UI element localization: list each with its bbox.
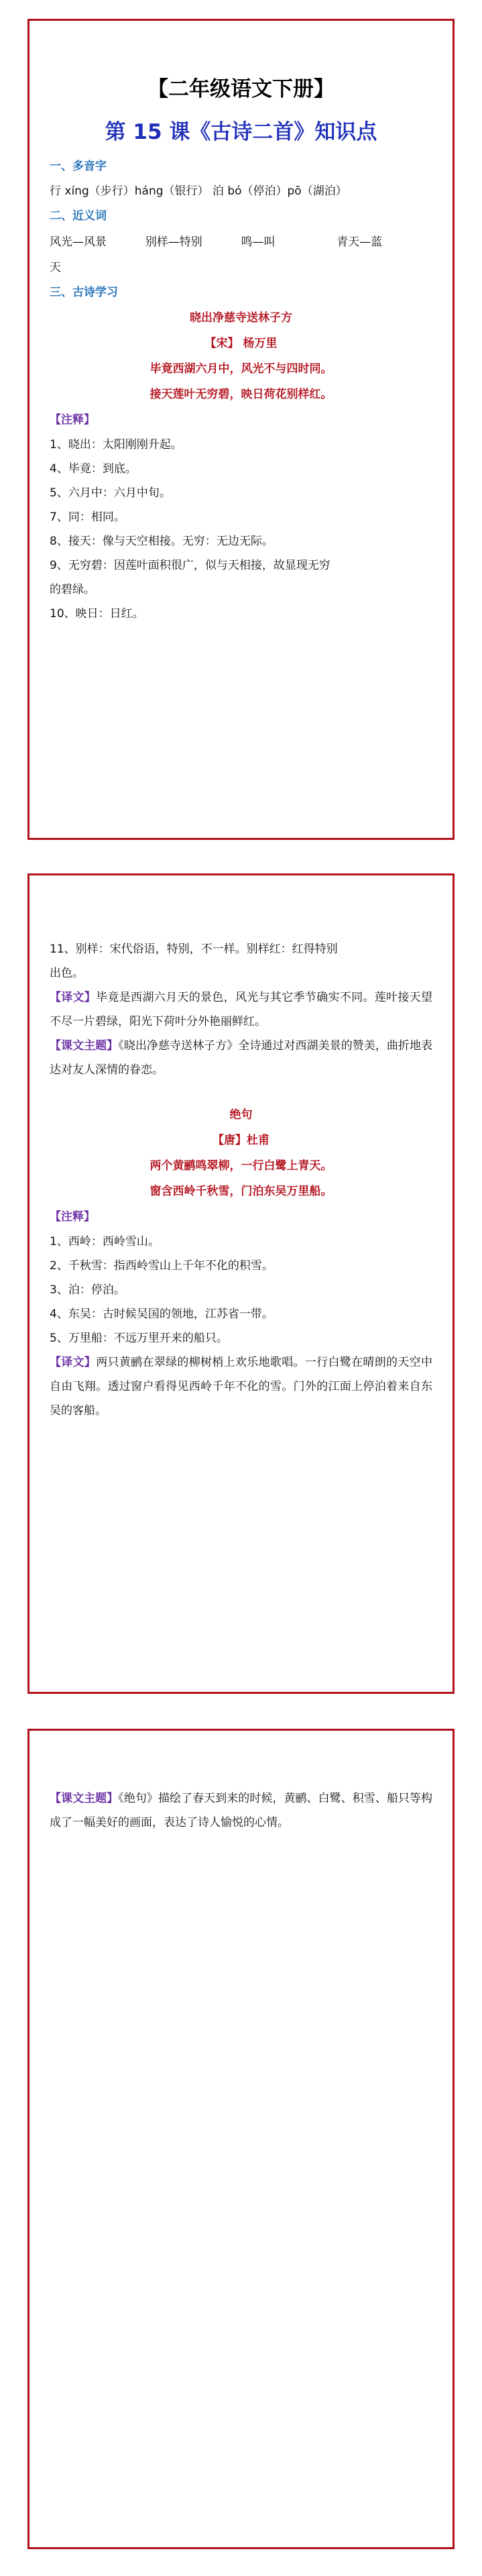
poem2-theme — [50, 1786, 432, 1835]
translation-tag: 【译文】 — [50, 1356, 97, 1369]
poem1-line: 接天莲叶无穷碧，映日荷花别样红。 — [149, 388, 333, 401]
poem1-note: 1、晓出：太阳刚刚升起。 — [50, 438, 182, 451]
poem1-note: 的碧绿。 — [50, 583, 95, 596]
poem1-translation — [50, 985, 432, 1034]
poem1-note: 出色。 — [50, 967, 84, 980]
poem2-note: 5、万里船：不远万里开来的船只。 — [50, 1332, 228, 1345]
translation-text: 两只黄鹂在翠绿的柳树梢上欢乐地歌唱。一行白鹭在晴朗的天空中自由飞翔。透过窗户看得见西岭千年不化的雪。门外的江面上停泊着来自东吴的客船。 — [50, 1356, 432, 1417]
synonym-pair: 别样—特别 — [145, 235, 202, 249]
theme-tag: 【课文主题】 — [50, 1792, 119, 1805]
poem1-note: 5、六月中：六月中旬。 — [50, 486, 171, 500]
page-2-content — [29, 875, 453, 1423]
translation-text: 毕竟是西湖六月天的景色，风光与其它季节确实不同。莲叶接天望不尽一片碧绿，阳光下荷叶分外艳丽鲜红。 — [50, 991, 432, 1028]
poem2-title: 绝句 — [229, 1108, 253, 1122]
lesson-title: 第 15 课《古诗二首》知识点 — [105, 120, 377, 144]
page-3 — [27, 1729, 455, 2549]
synonym-list — [50, 229, 432, 256]
poem1-note: 7、同：相同。 — [50, 511, 125, 524]
poem2-note: 3、泊：停泊。 — [50, 1283, 125, 1297]
poem2-notes-heading: 【注释】 — [50, 1210, 95, 1224]
poem1-line: 毕竟西湖六月中，风光不与四时同。 — [149, 362, 333, 376]
poem2-line: 两个黄鹂鸣翠柳，一行白鹭上青天。 — [149, 1159, 333, 1173]
section-heading-synonyms: 二、近义词 — [50, 209, 107, 223]
synonym-pair: 风光—风景 — [50, 235, 107, 249]
section-heading-poems: 三、古诗学习 — [50, 286, 118, 299]
theme-text: 《绝句》描绘了春天到来的时候，黄鹂、白鹭、积雪、船只等构成了一幅美好的画面，表达了诗人愉悦的心情。 — [50, 1792, 433, 1829]
section-heading-polyphones: 一、多音字 — [50, 160, 107, 173]
poem2-translation — [50, 1350, 432, 1423]
polyphone-text: 行 xíng（步行）háng（银行） 泊 bó（停泊）pō（湖泊） — [50, 184, 347, 198]
poem1-note: 4、毕竟：到底。 — [50, 462, 137, 476]
poem2-note: 4、东吴：古时候吴国的领地，江苏省一带。 — [50, 1307, 274, 1321]
main-title: 【二年级语文下册】 — [147, 77, 335, 101]
page-3-content — [29, 1731, 453, 1835]
page-2 — [27, 873, 455, 1694]
page-1 — [27, 19, 455, 840]
page-1-content — [29, 74, 453, 626]
theme-text: 《晓出净慈寺送林子方》全诗通过对西湖美景的赞美，曲折地表达对友人深情的眷恋。 — [50, 1039, 433, 1077]
synonym-pair: 青天—蓝 — [337, 235, 383, 249]
theme-tag: 【课文主题】 — [50, 1039, 119, 1053]
poem2-note: 2、千秋雪：指西岭雪山上千年不化的积雪。 — [50, 1259, 274, 1273]
poem1-title: 晓出净慈寺送林子方 — [190, 311, 292, 325]
poem1-theme — [50, 1034, 432, 1082]
poem2-line: 窗含西岭千秋雪，门泊东吴万里船。 — [149, 1185, 333, 1198]
poem1-notes-heading: 【注释】 — [50, 413, 95, 427]
poem1-note: 9、无穷碧：因莲叶面积很广，似与天相接，故显现无穷 — [50, 559, 330, 572]
poem1-note: 8、接天：像与天空相接。无穷：无边无际。 — [50, 535, 274, 548]
poem2-note: 1、西岭：西岭雪山。 — [50, 1235, 160, 1248]
poem1-note: 11、别样：宋代俗语，特别，不一样。别样红：红得特别 — [50, 943, 338, 956]
translation-tag: 【译文】 — [50, 991, 97, 1004]
poem1-note: 10、映日：日红。 — [50, 607, 144, 621]
poem1-author: 【宋】 杨万里 — [204, 337, 278, 350]
synonym-continuation: 天 — [50, 261, 61, 274]
synonym-pair: 鸣—叫 — [241, 235, 276, 249]
poem2-author: 【唐】杜甫 — [213, 1134, 269, 1147]
spacer — [50, 1082, 432, 1102]
